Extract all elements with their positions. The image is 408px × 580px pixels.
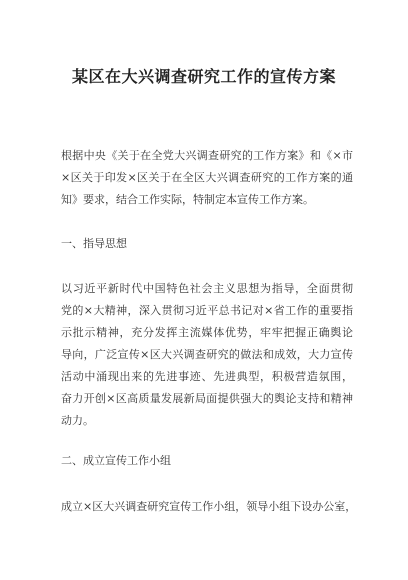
- section1-line-1: 以习近平新时代中国特色社会主义思想为指导，全面贯彻: [61, 282, 353, 295]
- section1-line-3: 示批示精神，充分发挥主流媒体优势，牢牢把握正确舆论: [61, 326, 353, 339]
- intro-paragraph: [61, 145, 353, 211]
- section1-line-6: 奋力开创×区高质量发展新局面提供强大的舆论支持和精神: [61, 392, 353, 405]
- section-heading-publicity-group: 二、成立宣传工作小组: [61, 454, 171, 467]
- intro-line-1: 根据中央《关于在全党大兴调查研究的工作方案》和《×市: [61, 149, 353, 162]
- intro-line-3: 知》要求，结合工作实际，特制定本宣传工作方案。: [61, 193, 314, 206]
- publicity-group-paragraph: [61, 496, 357, 518]
- document-title: 某区在大兴调查研究工作的宣传方案: [71, 67, 336, 86]
- section1-line-5: 活动中涌现出来的先进事迹、先进典型，积极营造氛围，: [61, 370, 353, 383]
- intro-line-2: ×区关于印发×区关于在全区大兴调查研究的工作方案的通: [61, 171, 353, 184]
- section1-line-4: 导向，广泛宣传×区大兴调查研究的做法和成效，大力宣传: [61, 348, 353, 361]
- section2-line-1: 成立×区大兴调查研究宣传工作小组，领导小组下设办公室，: [61, 500, 357, 513]
- guiding-ideology-paragraph: [61, 278, 353, 432]
- section-heading-guiding-ideology: 一、指导思想: [61, 237, 127, 250]
- section1-line-7: 动力。: [61, 414, 94, 427]
- section1-line-2: 党的×大精神，深入贯彻习近平总书记对×省工作的重要指: [61, 304, 353, 317]
